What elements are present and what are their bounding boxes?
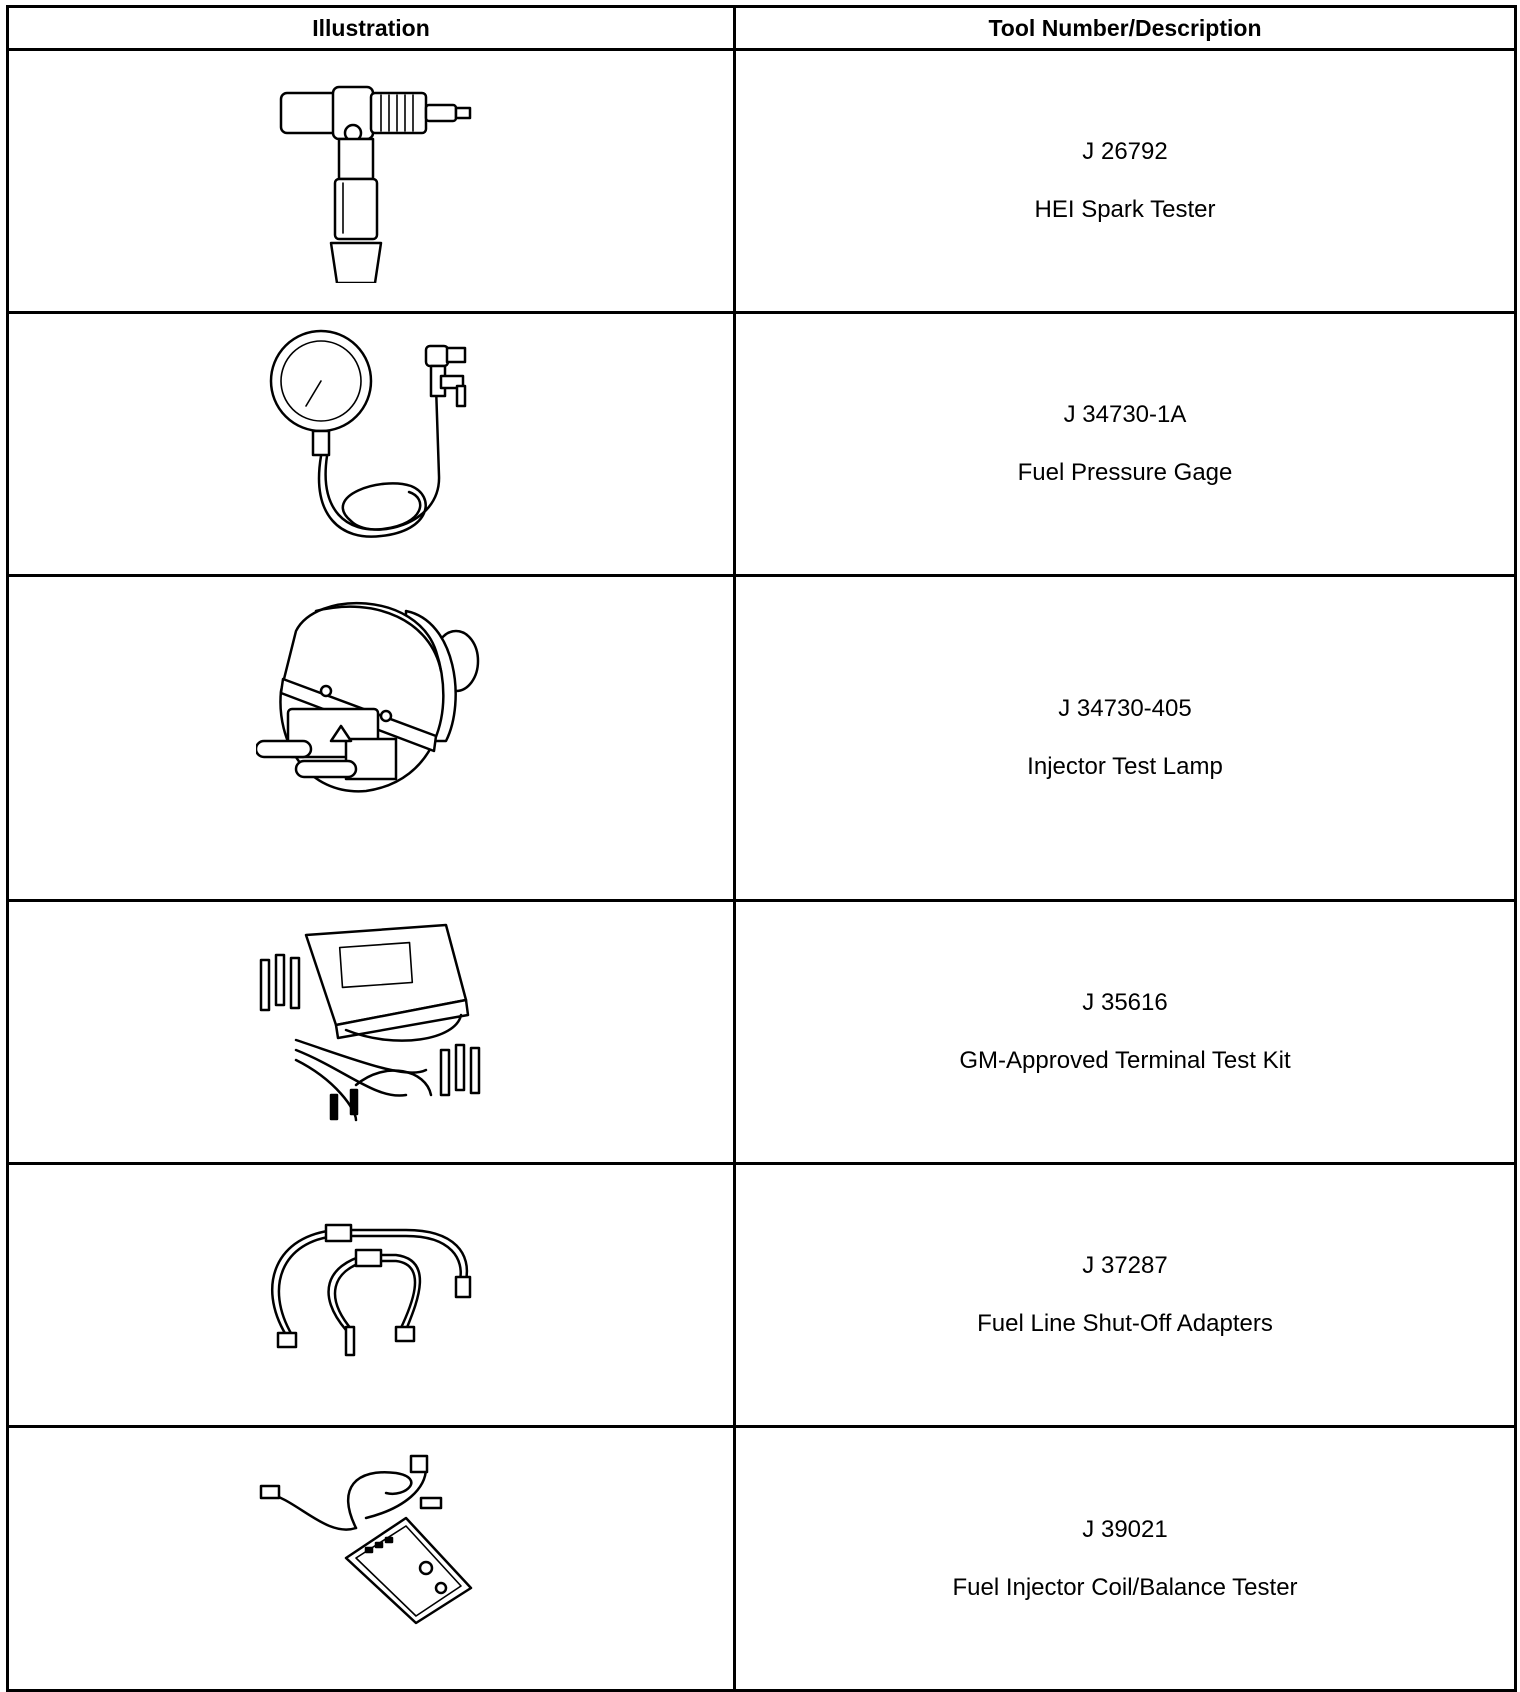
tool-number: J 35616: [1082, 989, 1168, 1016]
description-cell: [735, 1427, 1516, 1691]
tool-number: J 34730-1A: [1063, 401, 1187, 428]
tool-description: GM-Approved Terminal Test Kit: [959, 1047, 1291, 1074]
tool-number: J 37287: [1082, 1252, 1168, 1279]
table-row: [8, 50, 1516, 313]
description-cell: [735, 901, 1516, 1164]
illustration-cell: [8, 1427, 735, 1691]
coil-balance-tester-icon: [256, 1448, 486, 1628]
shut-off-adapters-icon: [256, 1205, 486, 1365]
special-tools-table: [6, 5, 1517, 1692]
description-cell: [735, 576, 1516, 901]
illustration-cell: [8, 576, 735, 901]
tool-description: Fuel Line Shut-Off Adapters: [977, 1310, 1273, 1337]
illustration-cell: [8, 901, 735, 1164]
description-cell: [735, 313, 1516, 576]
table-row: [8, 1427, 1516, 1691]
fuel-pressure-gage-icon: [261, 326, 481, 556]
illustration-cell: [8, 50, 735, 313]
description-cell: [735, 50, 1516, 313]
tool-description: Fuel Injector Coil/Balance Tester: [952, 1573, 1298, 1601]
table-row: [8, 1164, 1516, 1427]
tool-description: Fuel Pressure Gage: [1017, 459, 1233, 486]
tool-description: HEI Spark Tester: [1034, 196, 1216, 223]
spark-tester-icon: [251, 83, 491, 283]
header-row: [8, 7, 1516, 50]
table-row: [8, 901, 1516, 1164]
injector-test-lamp-icon: [256, 591, 486, 811]
header-illustration: Illustration: [8, 7, 735, 50]
tool-number: J 26792: [1082, 138, 1168, 165]
tool-number: J 34730-405: [1058, 695, 1192, 722]
header-tool-description: Tool Number/Description: [735, 7, 1516, 50]
table-row: [8, 313, 1516, 576]
illustration-cell: [8, 1164, 735, 1427]
tool-description: Injector Test Lamp: [1027, 753, 1223, 780]
tool-number: J 39021: [1082, 1515, 1168, 1543]
description-cell: [735, 1164, 1516, 1427]
table-row: [8, 576, 1516, 901]
terminal-test-kit-icon: [256, 920, 486, 1130]
illustration-cell: [8, 313, 735, 576]
